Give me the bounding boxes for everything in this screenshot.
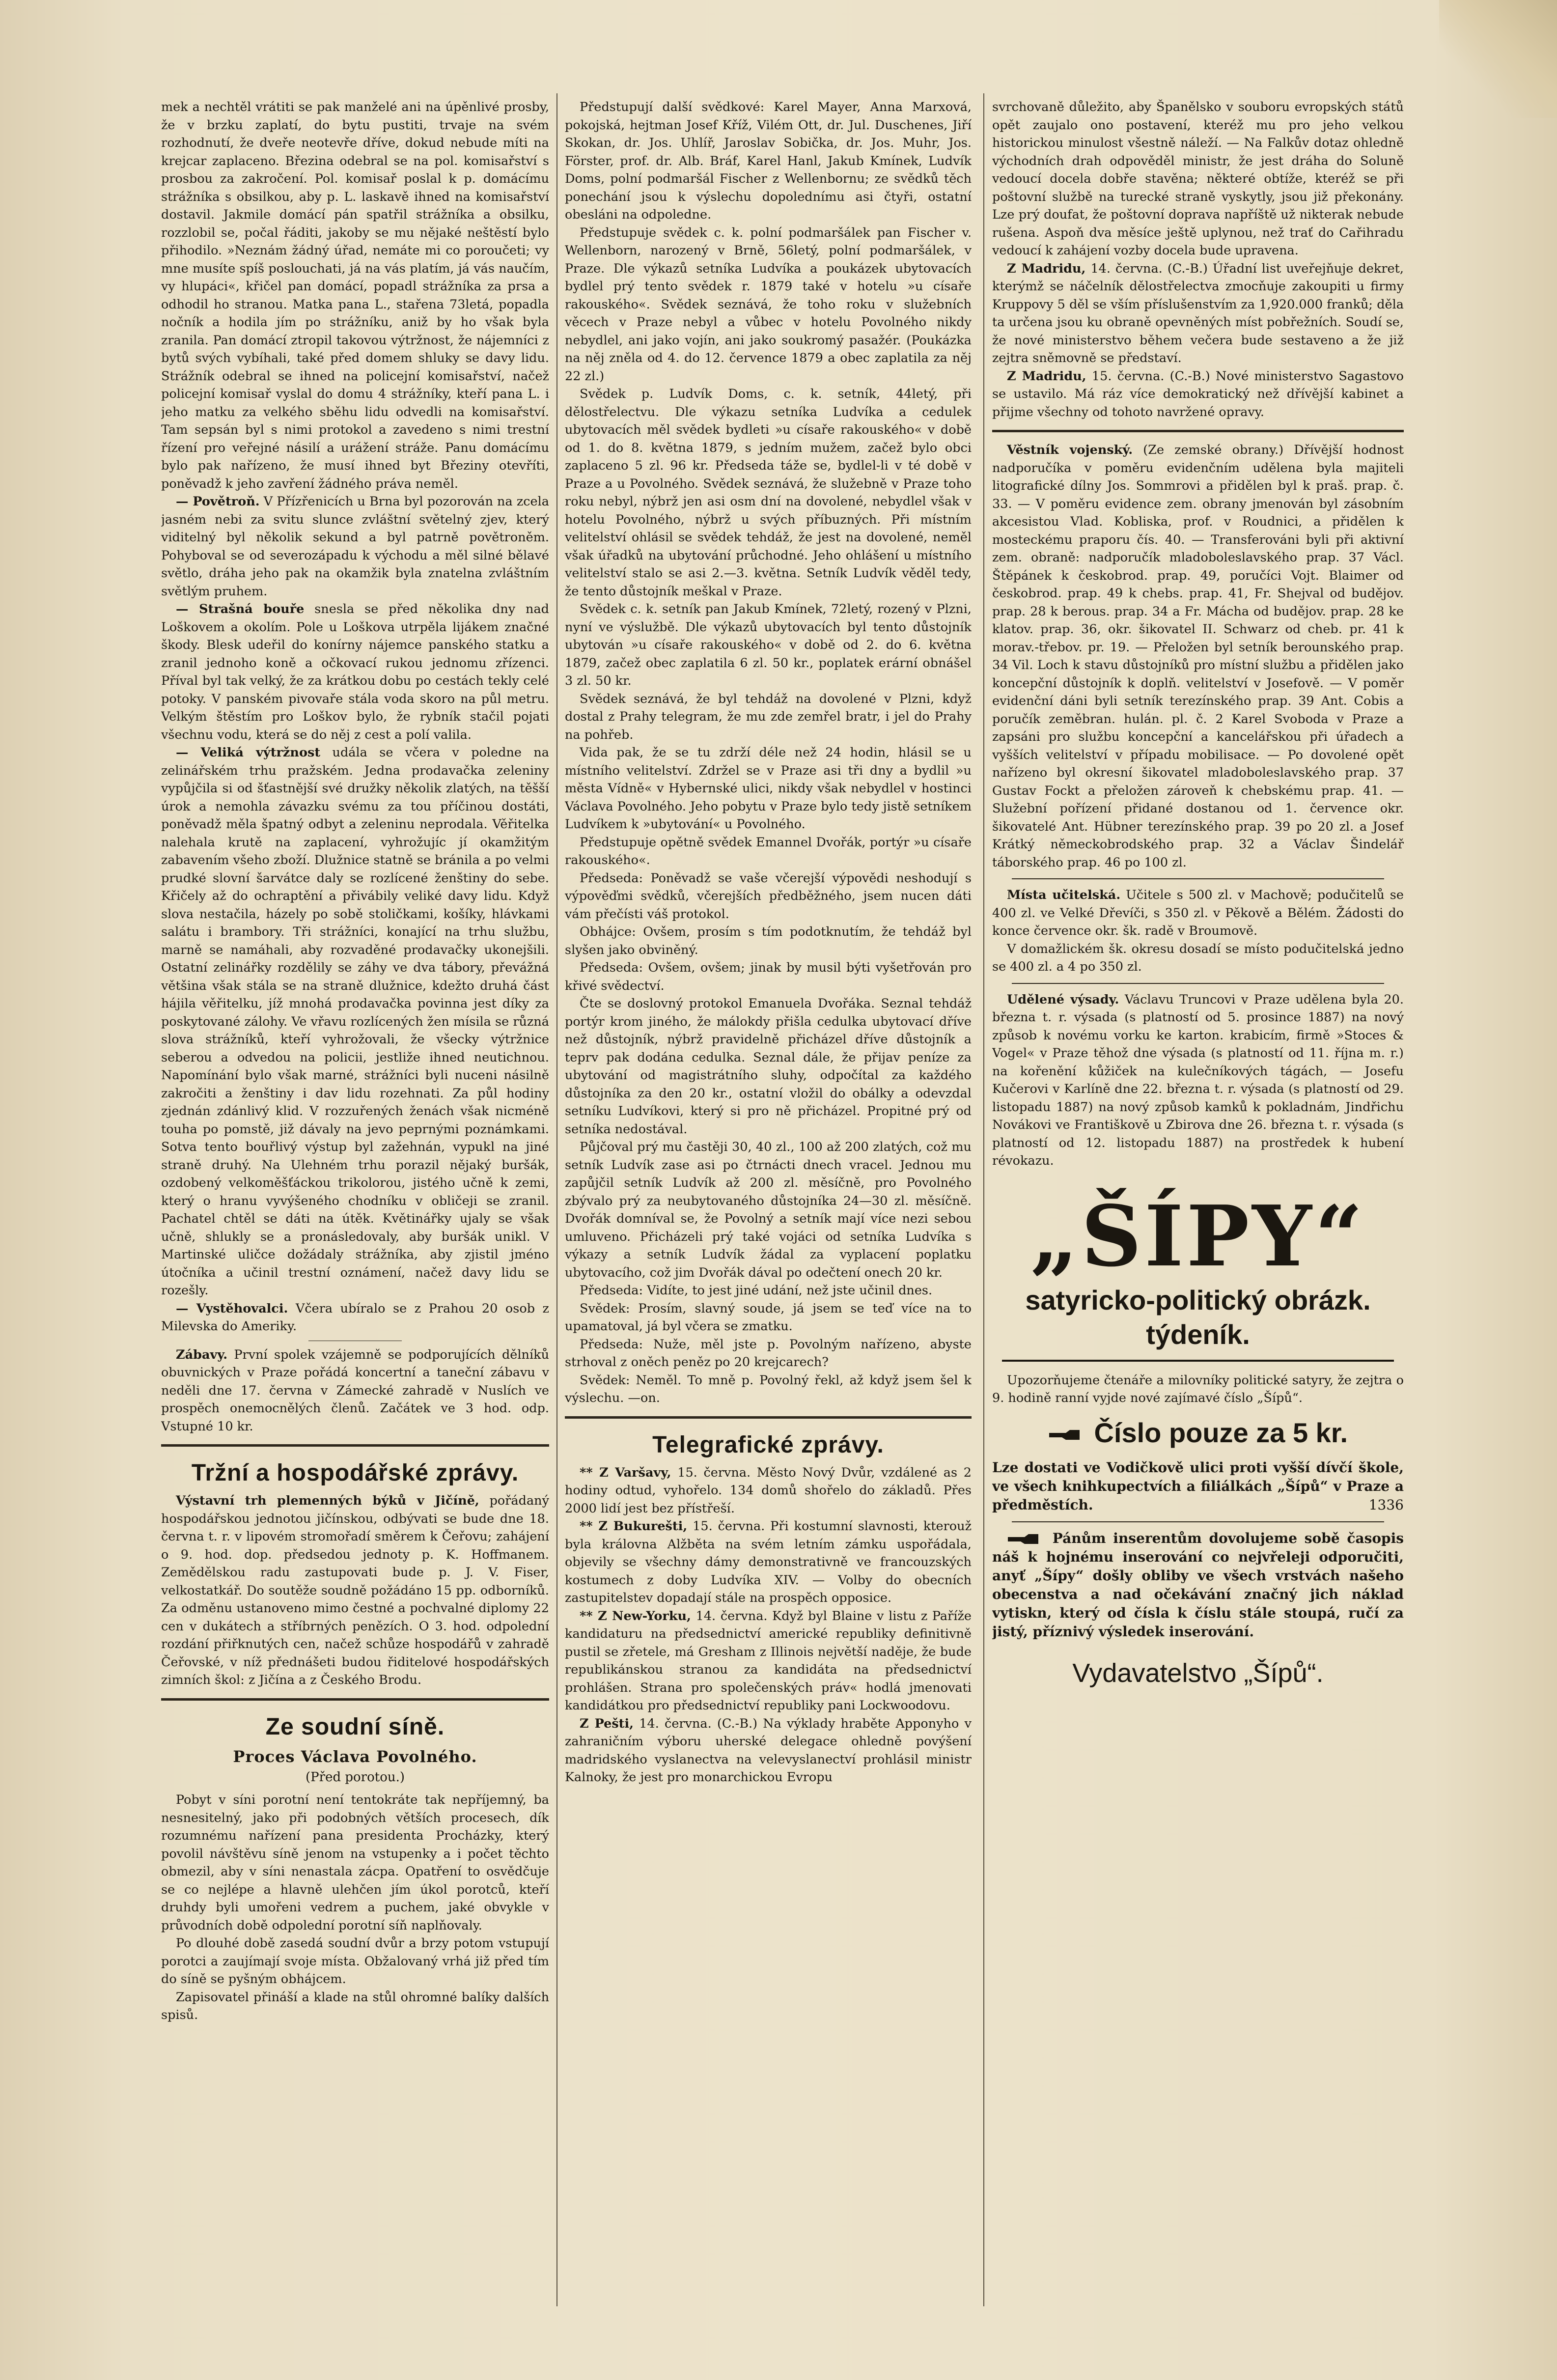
ad-price-text: Číslo pouze za 5 kr.: [1094, 1417, 1348, 1448]
item-text: Václavu Truncovi v Praze udělena byla 20. března t. r. výsada (s platností od 5. prosince 1887) na nový způsob k novému vorku ke karton. krabicím, firmě »Stoces & Vogel« v Praze těhož dne výsada (s platností od 11. října m. r.) na kořenění kůžiček na kulečníkových tágách, — Josefu Kučerovi v Karlíně dne 22. března t. r. výsada (s platností od 29. listopadu 1887) na nový způsob kamků k pokladnám, Jindřichu Novákovi ve Františkově u Zbirova dne 26. března t. r. výsada (s platností od 12. listopadu 1887) na prostředek k hubení révokazu.: [992, 992, 1404, 1168]
news-item-bull-market: [161, 1492, 549, 1689]
item-heading: Zábavy.: [176, 1347, 228, 1362]
ad-where: [992, 1458, 1404, 1514]
telegram-warsaw: [565, 1464, 972, 1518]
item-heading: Výstavní trh plemenných býků v Jičíně,: [176, 1493, 479, 1508]
item-heading: — Vystěhovalci.: [176, 1301, 288, 1316]
article-note: (Před porotou.): [306, 1769, 405, 1785]
paragraph: Po dlouhé době zasedá soudní dvůr a brzy potom vstupují porotci a zaujímají svoje místa. Obžalovaný vrhá již před tím do síně se pyšným obhájcem.: [161, 1936, 549, 1987]
military-bulletin: [992, 441, 1404, 871]
item-heading: Z Madridu,: [1007, 368, 1086, 384]
ad-paragraph: Upozorňujeme čtenáře a milovníky politické satyry, že zejtra o 9. hodině ranní vyjde nové zajímavé číslo „Šípů“.: [992, 1372, 1404, 1405]
item-text: 14. června. (C.-B.) Na výklady hraběte Apponyho v zahraničním výboru uherské delegace ohledně povýšení madridského vyslanectva na velevyslanectví prohlásil ministr Kalnoky, že jest pro monarchickou Evropu: [565, 1716, 972, 1785]
paragraph: Předstupuje opětně svědek Emannel Dvořák, portýr »u císaře rakouského«.: [565, 835, 972, 868]
paragraph: Svědek seznává, že byl tehdáž na dovolené v Plzni, když dostal z Prahy telegram, že mu zde zemřel bratr, i jel do Prahy na pohřeb.: [565, 691, 972, 742]
telegram-bucharest: [565, 1517, 972, 1607]
item-text: snesla se před několika dny nad Loškovem a okolím. Pole u Loškova utrpěla lijákem značné škody. Blesk udeřil do konírny nájemce panského statku a zranil jednoho koně a očkovací rukou jednomu zřízenci. Příval byl tak velký, že za krátkou dobu po cestách tekly celé potoky. V panském pivovaře stála voda skoro na půl metru. Velkým štěstím pro Loškov bylo, že rybník stačil pojati všechnu vodu, která se do něj z cest a polí valila.: [161, 602, 549, 742]
news-item-emigrants: [161, 1300, 549, 1336]
column-middle: [565, 98, 972, 2306]
paragraph: Pobyt v síni porotní není tentokráte tak nepříjemný, ba nesnesitelný, jako při podobných větších procesech, dík rozumnému nařízení pana presidenta Procházky, který povolil návštěvu síně jenom na vstupenky a i počet těchto obmezil, aby v síni nenastala zácpa. Opatření to osvědčuje se co nejlépe a hlavně ulehčen jím úkol porotců, kteří druhdy byli umořeni vedrem a puchem, jaké obvykle v průvodních době odpolední porotní síň naplňovaly.: [161, 1792, 549, 1933]
telegram-new-york: [565, 1607, 972, 1715]
author-sign: —on.: [628, 1391, 660, 1405]
telegram-madrid-2: [992, 367, 1404, 421]
sipy-subtitle: satyricko-politický obrázk. týdeník.: [1002, 1283, 1394, 1362]
news-item-riot: [161, 744, 549, 1300]
item-text: Dřívější hodnost nadporučíka v poměru evidenčním udělena byla majiteli litografické dílny Jos. Sommrovi a přidělen byl k praš. prap. č. 33. — V poměru evidence zem. obrany jmenován byl zásobním akcesistou Vlad. Kobliska, prof. v Roudnici, a přidělen k mosteckému praporu čís. 40. — Transferováni byli při aktivní zem. obraně: nadporučík mladoboleslavského prap. 37 Václ. Štěpánek k českobrod. prap. 49, poručíci Vojt. Blaimer od českobrod. prap. 49 k chebs. prap. 41, Fr. Shejval od budějov. prap. 28 k berous. prap. 34 a Fr. Mácha od budějov. prap. 28 ke klatov. prap. 36, okr. šikovatel II. Schwarz od cheb. pr. 41 k morav.-třebov. pr. 19. — Přeložen byl setník berounského prap. 34 Vil. Loch k stavu důstojníků pro místní službu a přidělen jako koncepční důstojník k doplň. velitelství v Josefově. — V poměr evidenční dáni byli setník terezínského prap. 39 Ant. Cobis a poručík zeměbran. hulán. pl. č. 2 Karel Svoboda v Praze a zapsáni pro službu koncepční a kancelářskou při úřadech a vyšších velitelství v případu mobilisace. — Po dovolené opět nařízeno byl okresní šikovatel mladoboleslavského prap. 37 Gustav Fockt a přeložen zároveň k chebskému prap. 41. — Služební pořízení přidané dostanou od 1. července okr. šikovatelé Ant. Hübner terezínského prap. 39 po 20 zl. a Josef Krátký německobrodského prap. 32 a Václav Šindelář táborského prap. 46 po 100 zl.: [992, 443, 1404, 870]
item-heading: — Povětroň.: [176, 494, 260, 509]
column-right: [992, 98, 1404, 2306]
item-heading: Z Pešti,: [580, 1716, 634, 1731]
dialogue: [565, 1372, 972, 1407]
paper-corner-shade: [1439, 0, 1557, 118]
item-heading: Z Madridu,: [1007, 261, 1086, 276]
divider: [161, 1444, 549, 1447]
item-text: pořádaný hospodářskou jednotou jičínskou, odbývati se bude dne 18. června t. r. v lipovém stromořadí směrem k Čeřovu; zahájení o 9. hod. dop. předsedou jednoty p. K. Hoffmanem. Zemědělskou radu zastupovati bude p. J. V. Fiser, velkostatkář. Do soutěže soudně požádáno 15 pp. odborníků. Za odměnu ustanoveno mimo čestné a pochvalné diplomy 22 cen v dukátech a stříbrných penězích. O 3. hod. odpolední rozdání přiřknutých cen, načež schůze hospodářů v zahradě Čeřovské, v níž přednášeti budou řiditelové hospodářských zimních škol: z Jičína a z Českého Brodu.: [161, 1493, 549, 1687]
sipy-logo: „ŠÍPY“: [1030, 1187, 1366, 1286]
item-heading: Udělené výsady.: [1007, 992, 1119, 1007]
column-rule-1: [556, 93, 557, 2306]
dialogue-text: Svědek: Neměl. To mně p. Povolný řekl, až když jsem šel k výslechu.: [565, 1372, 972, 1405]
pointing-hand-icon: [1007, 1533, 1041, 1545]
news-item-storm: [161, 600, 549, 744]
divider: [1012, 878, 1384, 879]
item-text: První spolek vzájemně se podporujících dělníků obuvnických v Praze pořádá koncertní a taneční zábavu v neděli dne 17. června v Zámecké zahradě v Nuslích ve prospěch onemocnělých členů. Začátek ve 3 hod. odp. Vstupné 10 kr.: [161, 1347, 549, 1434]
ad-price: [992, 1415, 1404, 1451]
ad-advertisers-text: Pánům inserentům dovolujeme sobě časopis náš k hojnému inserování co nejvřeleji odporučiti, anyť „Šípy“ došly obliby ve všech vrstvách našeho obecenstva a nad očekávání značný jich náklad vytiskn, který od čísla k číslu stále stoupá, ručí za jistý, příznivý výsledek inserování.: [992, 1530, 1404, 1640]
ad-where-text: Lze dostati ve Vodičkově ulici proti vyšší dívčí škole, ve všech knihkupectvích a filiálkách „Šípů“ v Praze a předměstích.: [992, 1459, 1404, 1513]
ad-advertisers: [992, 1529, 1404, 1641]
news-item-entertainment: [161, 1346, 549, 1436]
pointing-hand-icon: [1048, 1428, 1083, 1441]
dialogue: Předseda: Ovšem, ovšem; jinak by musil býti vyšetřován pro křivé svědectví.: [565, 960, 972, 993]
ad-code: 1336: [1368, 1496, 1404, 1513]
item-text: Učitele s 500 zl. v Machově; podučitelů se 400 zl. ve Velké Dřevíči, s 350 zl. v Pěkově a Bělém. Žádosti do konce července okr. šk. radě v Broumově.: [992, 888, 1404, 938]
item-text: Včera ubíralo se z Prahou 20 osob z Milevska do Ameriky.: [161, 1301, 549, 1334]
column-left: [161, 98, 549, 2306]
telegram-pest: [565, 1715, 972, 1787]
paragraph: Předstupují další svědkové: Karel Mayer, Anna Marxová, pokojská, hejtman Josef Kříž, Vilém Ott, dr. Jul. Duschenes, Jiří Skokan, dr. Jos. Uhlíř, Jaroslav Sobička, dr. Jos. Muhr, Jos. Förster, prof. dr. Alb. Bráf, Karel Hanl, Jakub Kmínek, Ludvík Doms, polní podmaršál Fischer z Wellenbornu; ze svědků těch ponechání jsou k výslechu dopolednímu asi čtyři, ostatní obesláni na odpoledne.: [565, 100, 972, 222]
dialogue: Svědek: Prosím, slavný soude, já jsem se teď více na to upamatoval, já byl včera se zmatku.: [565, 1301, 972, 1334]
item-heading: — Veliká výtržnost: [176, 745, 321, 760]
paragraph: Svědek c. k. setník pan Jakub Kmínek, 72letý, rozený v Plzni, nyní ve výslužbě. Dle výkazů ubytovacích byl tento důstojník ubytován »u císaře rakouského« v době od 2. do 6. května 1879, začež obec zaplatila 6 zl. 50 kr., poplatek erární obnášel 3 zl. 50 kr.: [565, 602, 972, 688]
column-rule-2: [983, 93, 984, 2306]
dialogue: Předseda: Vidíte, to jest jiné udání, než jste učinil dnes.: [580, 1283, 933, 1298]
paragraph: svrchovaně důležito, aby Španělsko v souboru evropských států opět zaujalo ono postavení, kteréž mu pro jeho velkou historickou minulost všestně náleží. — Na Falkův dotaz ohledně východních drah odpověděl ministr, že jest dráha do Soluně vedoucí docela dobře stavěna; některé obtíže, kteréž se při poštovní službě na turecké straně vyskytly, jsou již překonány. Lze prý doufat, že poštovní doprava napříště už nikterak nebude rušena. Aspoň dva měsíce ještě uplynou, než trať do Cařihradu vedoucí k zahájení vozby docela bude upravena.: [992, 100, 1404, 258]
item-heading: ** Z Varšavy,: [580, 1465, 671, 1480]
dialogue: Předseda: Poněvadž se vaše včerejší výpovědi neshodují s výpověďmi svědků, včerejších předběžného, jsem nucen dáti vám přečísti váš protokol.: [565, 870, 972, 922]
item-heading: — Strašná bouře: [176, 602, 305, 616]
divider: [1012, 1521, 1384, 1522]
divider: [1012, 983, 1384, 984]
dialogue: Předseda: Nuže, měl jste p. Povolným nařízeno, abyste strhoval z oněch peněz po 20 krejcarech?: [565, 1337, 972, 1370]
telegram-madrid-1: [992, 260, 1404, 367]
publisher-signature: Vydavatelstvo „Šípů“.: [1072, 1658, 1324, 1688]
item-text: 15. června. Město Nový Dvůr, vzdálené as 2 hodiny odtud, vyhořelo. 134 domů shořelo do základů. Přes 2000 lidí jest bez přístřeší.: [565, 1465, 972, 1516]
section-title-court: Ze soudní síně.: [265, 1713, 445, 1740]
divider: [992, 430, 1404, 432]
item-text: 15. června. Při kostumní slavnosti, kterouž byla královna Alžběta na svém letním zámku uspořádala, objevily se všechny dámy demonstrativně ve francouzských kostumech z doby Ludvíka XIV. — Volby do obecních zastupitelstev dopadají stále na prospěch opposice.: [565, 1519, 972, 1605]
item-heading: ** Z Bukurešti,: [580, 1519, 688, 1534]
news-item-meteor: [161, 493, 549, 600]
item-heading: Věstník vojenský.: [1007, 443, 1133, 457]
paragraph: Předstupuje svědek c. k. polní podmaršálek pan Fischer v. Wellenborn, narozený v Brně, 56letý, polní podmaršálek, v Praze. Dle výkazů setníka Ludvíka a poukázek ubytovacích bydlel prý tento svědek r. 1879 také v hotelu »u císaře rakouského«. Svědek seznává, že toho roku v služebních věcech v Praze nebyl a vůbec v hotelu Povolného nikdy nebydlel, ani jako vojín, ani jako soukromý pasažér. (Poukázka na něj zněla od 4. do 12. července 1879 a obec zaplatila za něj 22 zl.): [565, 225, 972, 384]
teacher-positions: [992, 886, 1404, 940]
item-heading: Místa učitelská.: [1007, 888, 1121, 902]
paragraph: Svědek p. Ludvík Doms, c. k. setník, 44letý, při dělostřelectvu. Dle výkazu setníka Ludvíka a cedulek ubytovacích měl svědek bydleti »u císaře rakouského« v době od 1. do 8. května 1879, s jedním mužem, začež bylo obci zaplaceno 5 zl. 96 kr. Předseda táže se, bydlel-li v té době v Praze a u Povolného. Svědek seznává, že služebně v Praze toho roku nebyl, nýbrž jen asi osm dní na dovolené, nebydlel však v hotelu Povolného, nýbrž u svých příbuzných. Při místním velitelství ohlásil se svědek tehdáž, že jest na dovolené, neměl však úřadků na ubytování průchodné. Jeho ohlášení u místního velitelství stalo se asi 2.—3. května. Setník Ludvík věděl tedy, že tento důstojník meškal v Praze.: [565, 387, 972, 599]
item-text: V Přízřenicích u Brna byl pozorován na zcela jasném nebi za svitu slunce zvláštní světelný zjev, který viditelný byl několik sekund a byl patrně povětroněm. Pohyboval se od severozápadu k východu a měl silné bělavé světlo, dráha jeho pak na okamžik byla znatelna zvláštním světlým pruhem.: [161, 494, 549, 599]
divider: [161, 1698, 549, 1701]
paragraph: Vida pak, že se tu zdrží déle než 24 hodin, hlásil se u místního velitelství. Zdržel se v Praze asi tři dny a bydlil »u města Vídně« v Hybernské ulici, nikdy však nebydlel v hostinci Václava Povolného. Jeho pobytu v Praze bylo tedy jistě setníkem Ludvíkem k »ubytování« u Povolného.: [565, 745, 972, 832]
paragraph: Půjčoval prý mu častěji 30, 40 zl., 100 až 200 zlatých, což mu setník Ludvík zase asi po čtrnácti dnech vracel. Jednou mu zapůjčil setník Ludvík až 200 zl. měsíčně, pro Povolného zbývalo prý za neubytovaného důstojníka 24—30 zl. měsíčně. Dvořák domníval se, že Povolný a setník mají více nezi sebou umluveno. Přicházeli prý také vojáci od setníka Ludvíka s výkazy a setník Ludvík žádal za vyplacení poplatku ubytovacího, což jim Dvořák dával po odečtení onech 20 kr.: [565, 1140, 972, 1280]
paragraph: Čte se doslovný protokol Emanuela Dvořáka. Seznal tehdáž portýr krom jiného, že málokdy přišla cedulka ubytovací dříve než důstojník, nýbrž pravidelně přicházel dříve důstojník a teprv pak dodána cedulka. Seznal dále, že přijav peníze za ubytování od magistrátního sluhy, odpočítal za každého důstojníka za den 20 kr., ostatní vložil do obálky a odevzdal setníku Ludvíkovi, který si pro ně přicházel. Propitné prý od setníka nedostával.: [565, 996, 972, 1137]
article-continuation: mek a nechtěl vrátiti se pak manželé ani na úpěnlivé prosby, že v brzku zaplatí, do bytu pustiti, trvaje na svém rozhodnutí, že dveře neotevře dříve, dokud nebude míti na krejcar zaplaceno. Březina odebral se na pol. komisařství s prosbou za zakročení. Pol. komisař poslal k p. domácímu strážníka s obsilkou, aby p. L. laskavě ihned na komisařství dostavil. Jakmile domácí pán spatřil strážníka a obsilku, rozzlobil se, počal řáditi, jakoby se mu nějaké neštěstí bylo přihodilo. »Neznám žádný úřad, nemáte mi co poroučeti; vy mne musíte spíš poslouchati, já na vás platím, já vás naučím, vy hlupáci«, křičel pan domácí, popadl strážníka za prsa a odhodil ho stranou. Matka pana L., stařena 73letá, popadla nočník a hodila jím po strážníku, aniž by ho však byla zranila. Pan domácí ztropil takovou výtržnost, že nájemníci z bytů svých vybíhali, také před domem shluky se davy lidu. Strážník odebral se ihned na policejní komisařství, načež policejní komisař vyslal do domu 4 strážníky, kteří pana L. i jeho matku za velkého sběhu lidu odvedli na komisařství. Tam sepsán byl s nimi protokol a zavedeno s nimi trestní řízení pro veřejné násilí a urážení stráže. Panu domácímu bylo pak nařízeno, že musí ihned byt Březiny otevříti, poněvadž k jeho zavření žádného práva neměl.: [161, 100, 549, 491]
divider: [565, 1416, 972, 1419]
item-text: 14. června. (C.-B.) Úřadní list uveřejňuje dekret, kterýmž se náčelník dělostřelectva zmocňuje zakoupiti u firmy Kruppovy 5 děl se vším příslušenstvím za 1,920.000 franků; děla ta určena jsou ku obraně opevněných míst pobřežních. Soudí se, že nové ministerstvo během večera bude sestaveno a že již zejtra sněmovně se představí.: [992, 261, 1404, 365]
item-text: udála se včera v poledne na zelinářském trhu pražském. Jedna prodavačka zeleniny vypůjčila si od šťastnější své družky několik zlatých, na těšší úrok a nemohla závazku svému za tou příčinou dostáti, poněvadž měla špatný odbyt a zeleninu neprodala. Věřitelka nalehala krutě na zaplacení, vyhrožujíc jí okamžitým zabavením všeho zboží. Dlužnice statně se bránila a po velmi prudké slovní šarvátce daly se rozlícené ženštiny do sebe. Křičely až do ochraptění a přivábily veliké davy lidu. Když slova nestačila, házely po sobě stoličkami, košíky, hlávkami salátu i brambory. Tři strážníci, konající na trhu službu, marně se namáhali, aby rozvaděné prodavačky ukonejšili. Ostatní zelinářky rozdělily se záhy ve dva tábory, převážná většina však stála se na straně dlužnice, kdežto druhá část hájila věřitelku, jíž mnohá prodavačka povinna jest díky za poskytované zálohy. Ve vřavu rozlícených žen mísila se různá slova strážníků, kteří vyhrožovali, že všecky výtržnice seberou a odvedou na policii, jestliže ihned neutichnou. Napomínání bylo však marné, strážníci byli nuceni násilně zakročiti a ženštiny i dav lidu rozehnati. Za půl hodiny zjednán zdánlivý klid. V rozzuřených ženách však nicméně touha po pomstě, již dávaly na jevo peprnými poznámkami. Sotva tento bouřlivý výstup byl zažehnán, vypukl na jiné straně druhý. Na Ulehném trhu porazil nějaký buršák, ozdobený velkoměšťáckou trikolorou, jistého učně k zemi, který o hranu vyvýšeného chodníku v obličeji se zranil. Pachatel chtěl se dáti na útěk. Květinářky ujaly se však učně, shlukly se a pronásledovaly, aby buršák unikl. V Martinské uličce dožádaly strážníka, aby zjistil jméno útočníka a učinil trestní oznámení, načež davy lidu se rozešly.: [161, 745, 549, 1298]
paragraph: Zapisovatel přináší a klade na stůl ohromné balíky dalších spisů.: [161, 1989, 549, 2022]
item-source: (Ze zemské obrany.): [1143, 443, 1284, 457]
item-heading: ** Z New-Yorku,: [580, 1608, 691, 1624]
patents: [992, 991, 1404, 1170]
dialogue: Obhájce: Ovšem, prosím s tím podotknutím, že tehdáž byl slyšen jako obviněný.: [565, 924, 972, 957]
paragraph: V domažlickém šk. okresu dosadí se místo podučitelská jedno se 400 zl. a 4 po 350 zl.: [992, 941, 1404, 974]
section-title-telegraph: Telegrafické zprávy.: [652, 1431, 884, 1458]
item-text: 15. června. (C.-B.) Nové ministerstvo Sagastovo se ustavilo. Má ráz více demokratický než dřívější kabinet a přijme všechny od tohoto navržené opravy.: [992, 368, 1404, 420]
section-title-market: Tržní a hospodářské zprávy.: [191, 1460, 519, 1486]
item-text: 14. června. Když byl Blaine v listu z Paříže kandidaturu na předsednictví americké republiky definitivně pustil se zřetele, má Gresham z Illinois největší naděje, že bude republikánskou stranou za kandidáta na předsednictví prohlášen. Strana pro společenských práv« hodlá jmenovati kandidátkou pro předsednictví republiky pani Lockwoodovu.: [565, 1608, 972, 1713]
article-title: Proces Václava Povolného.: [233, 1747, 477, 1766]
